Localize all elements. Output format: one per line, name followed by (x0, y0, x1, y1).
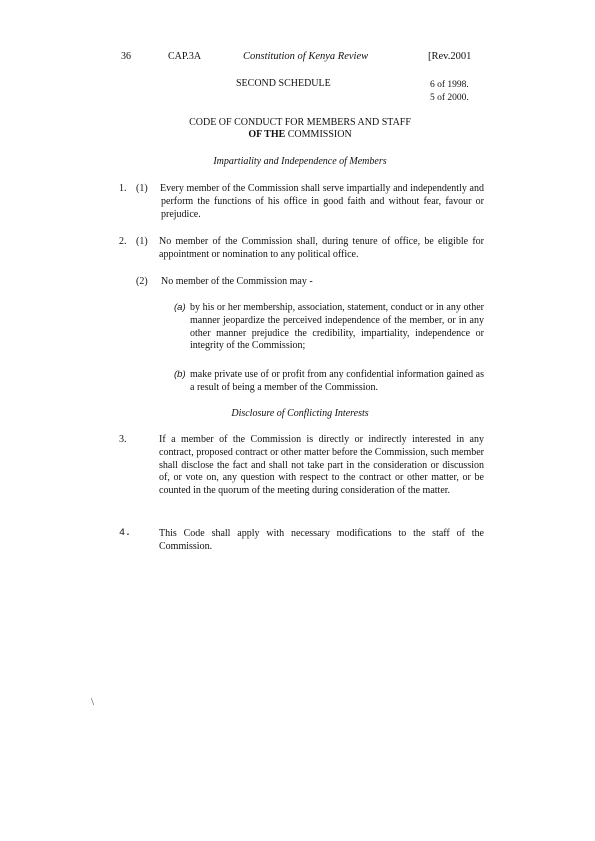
item-text-3: If a member of the Commission is directly or indirectly interested in any contract, proposed contract or other matter before the Commission, such member shall disclose the fact and shall not take part in the consideration or discussion of, or vote on, any question with respect to the contract or other matter, or be counted in the quorum of the meeting during consideration of the matter. (159, 434, 484, 497)
clause-label-a: (a) (174, 302, 186, 313)
section-heading-impartiality: Impartiality and Independence of Members (213, 156, 387, 167)
item-subnumber-1: (1) (136, 183, 148, 194)
item-text-1: Every member of the Commission shall serve impartially and independently and perform the functions of his office in good faith and without fear, favour or prejudice. (160, 183, 484, 220)
item-number-4: 4. (119, 528, 132, 539)
page-number: 36 (121, 51, 131, 62)
section-heading-disclosure: Disclosure of Conflicting Interests (231, 408, 369, 419)
schedule-ref-1: 6 of 1998. (430, 80, 469, 90)
item-number-1: 1. (119, 183, 127, 194)
code-title-line1: CODE OF CONDUCT FOR MEMBERS AND STAFF (189, 117, 411, 128)
item-subnumber-2: (1) (136, 236, 148, 247)
running-title: Constitution of Kenya Review (243, 51, 369, 62)
subsection-label-2: (2) (136, 276, 148, 287)
clause-text-b: make private use of or profit from any confidential information gained as a result of being a member of the Commission. (190, 369, 484, 393)
code-title-line2 (140, 129, 460, 140)
revision-label: [Rev.2001 (428, 51, 472, 62)
margin-mark: \ (91, 696, 95, 708)
clause-label-b: (b) (174, 369, 186, 380)
code-title-bold: OF THE (248, 129, 286, 140)
item-text-2: No member of the Commission shall, during tenure of office, be eligible for appointment or nomination to any political office. (159, 236, 484, 260)
item-number-3: 3. (119, 434, 127, 445)
code-title-rest: COMMISSION (285, 129, 352, 140)
item-number-2: 2. (119, 236, 127, 247)
subsection-text-2: No member of the Commission may - (161, 276, 313, 287)
chapter-label: CAP.3A (168, 51, 202, 62)
item-text-4: This Code shall apply with necessary modifications to the staff of the Commission. (159, 528, 484, 552)
clause-text-a: by his or her membership, association, statement, conduct or in any other manner jeopardize the perceived independence of the member, or in any other manner prejudice the credibility, impartiality, independence or integrity of the Commission; (190, 302, 484, 352)
schedule-title: SECOND SCHEDULE (236, 78, 331, 89)
schedule-ref-2: 5 of 2000. (430, 93, 469, 103)
